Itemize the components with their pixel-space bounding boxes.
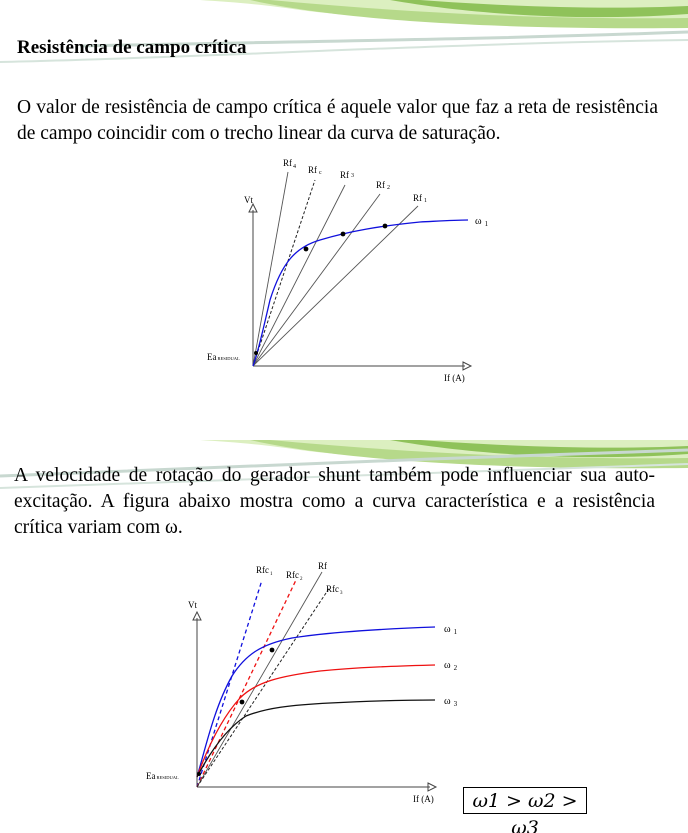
label-rf: Rf [318, 561, 327, 571]
line-rf2 [253, 194, 380, 366]
line-rfc1 [197, 580, 262, 787]
label-rfc: Rf c [308, 165, 322, 176]
line-rfc2 [197, 580, 296, 787]
intersection-point-omega2 [240, 700, 245, 705]
slide-title: Resistência de campo crítica [17, 37, 247, 58]
intersection-point-rf1 [383, 224, 388, 229]
residual-voltage-label: EaRESIDUAL [146, 771, 179, 781]
intersection-point-omega1 [270, 648, 275, 653]
curve-label-omega1: ω $_1$ [444, 624, 458, 636]
curve-label-omega1: ω $_1$ [475, 216, 489, 228]
curve-label-omega3: ω $_3$ [444, 696, 458, 708]
curve-omega3 [197, 700, 435, 777]
line-rf [197, 572, 322, 787]
label-rfc1: Rfc$_1$ [256, 565, 273, 577]
label-rf1: Rf 1 [413, 193, 427, 204]
label-rf2: Rf 2 [376, 180, 390, 191]
y-axis-label: Vt [188, 600, 197, 610]
line-rfc [253, 180, 315, 366]
curve-omega2 [197, 665, 435, 777]
curve-omega1 [197, 627, 435, 777]
label-rf3: Rf 3 [340, 170, 354, 180]
slide-2-paragraph: A velocidade de rotação do gerador shunt também pode influenciar sua auto-excitação. A figura abaixo mostra como a curva característica e a resistência crítica variam com ω. [14, 465, 655, 538]
label-rfc2: Rfc$_2$ [286, 570, 303, 582]
residual-voltage-label: EaRESIDUAL [207, 352, 240, 362]
saturation-curve-omega1 [253, 220, 468, 366]
slide-2 [0, 420, 688, 833]
intersection-point-rf2 [341, 232, 346, 237]
line-rfc3 [197, 587, 330, 787]
slide-1-paragraph: O valor de resistência de campo crítica é aquele valor que faz a reta de resistência de campo coincidir com o trecho linear da curva de saturação. [17, 97, 658, 144]
label-rf4: $Rf_4$ [283, 158, 296, 170]
intersection-point-rf3 [304, 247, 309, 252]
y-axis-label: Vt [244, 195, 253, 205]
label-rfc3: Rfc$_3$ [326, 584, 343, 596]
speed-curves-figure [0, 420, 688, 833]
x-axis-label: If (A) [413, 794, 434, 804]
residual-point [197, 772, 201, 776]
curve-label-omega2: ω $_2$ [444, 660, 458, 672]
residual-point [254, 351, 258, 355]
speed-relation-box: ω1 > ω2 > ω3 [463, 787, 587, 814]
x-axis-label: If (A) [444, 373, 465, 383]
line-rf3 [253, 185, 345, 366]
